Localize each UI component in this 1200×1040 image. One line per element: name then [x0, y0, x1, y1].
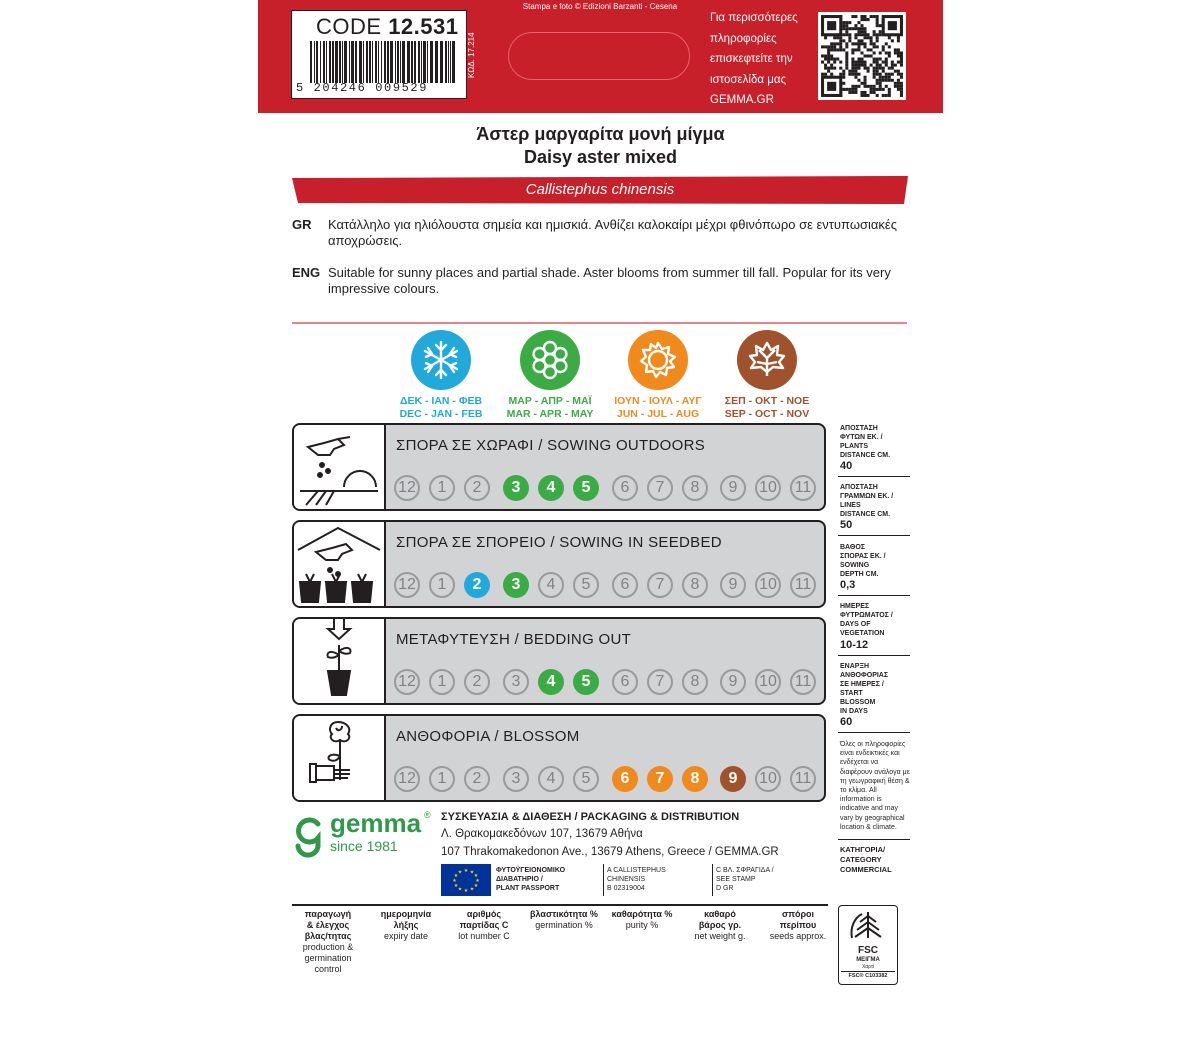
- season-label-summer: ΙΟΥΝ - ΙΟΥΛ - ΑΥΓ JUN - JUL - AUG: [614, 395, 702, 420]
- month-5: 5: [573, 475, 599, 501]
- qr-code[interactable]: [818, 12, 906, 100]
- sidebar-label: ΕΝΑΡΞΗ ΑΝΘΟΦΟΡΙΑΣ ΣΕ ΗΜΕΡΕΣ / START BLOSSOM IN DAYS: [840, 663, 889, 715]
- month-11: 11: [790, 475, 816, 501]
- month-3: 3: [503, 572, 529, 598]
- month-7: 7: [647, 669, 673, 695]
- code-label: CODE: [316, 14, 382, 39]
- month-8: 8: [682, 766, 708, 792]
- hang-hole: [508, 32, 690, 80]
- info-line: επισκεφτείτε την: [710, 53, 793, 65]
- svg-text:★: ★: [475, 878, 480, 884]
- month-7: 7: [647, 766, 673, 792]
- net-weight-cell: καθαρό βάρος γρ. net weight g.: [694, 909, 746, 941]
- divider: [292, 904, 828, 906]
- fsc-mix: ΜΕΙΓΜΑ: [856, 957, 880, 963]
- month-12: 12: [394, 475, 420, 501]
- description-gr: Κατάλληλο για ηλιόλουστα σημεία και ημισκιά. Ανθίζει καλοκαίρι μέχρι φθινόπωρο σε εντυπωσιακές αποχρώσεις.: [328, 217, 897, 248]
- divider: [838, 595, 910, 596]
- lines-distance-value: 50: [840, 519, 853, 531]
- disclaimer-note: Όλες οι πληροφορίες είναι ενδεικτικές και ενδέχεται να διαφέρουν ανάλογα με τη γεωγραφική θέση & το κλίμα. All information is indicative and may vary by geographical location & climate.: [840, 741, 910, 831]
- svg-text:★: ★: [457, 869, 463, 876]
- info-url[interactable]: GEMMA.GR: [710, 94, 774, 106]
- month-11: 11: [790, 669, 816, 695]
- lot-number-cell: αριθμός παρτίδας C lot number C: [458, 909, 510, 941]
- brand-since: since 1981: [330, 838, 398, 854]
- month-1: 1: [429, 669, 455, 695]
- calendar-row-sowing-outdoors: [292, 423, 826, 511]
- row-title: ΣΠΟΡΑ ΣΕ ΧΩΡΑΦΙ / SOWING OUTDOORS: [396, 437, 706, 454]
- season-label-autumn: ΣΕΠ - ΟΚΤ - ΝΟΕ SEP - OCT - NOV: [724, 395, 810, 420]
- month-4: 4: [538, 766, 564, 792]
- title-greek: Άστερ μαργαρίτα μονή μίγμα: [476, 124, 725, 144]
- sidebar-label: ΑΠΟΣΤΑΣΗ ΓΡΑΜΜΩΝ ΕΚ. / LINES DISTANCE CM.: [840, 484, 894, 518]
- calendar-row-blossom: [292, 714, 826, 802]
- lang-label-gr: GR: [292, 217, 312, 232]
- expiry-date-cell: ημερομηνία λήξης expiry date: [380, 909, 432, 941]
- svg-text:★: ★: [469, 869, 475, 876]
- address-greek: Λ. Θρακομακεδόνων 107, 13679 Αθήνα: [441, 828, 643, 840]
- month-9: 9: [720, 475, 746, 501]
- month-10: 10: [755, 572, 781, 598]
- divider: [838, 839, 910, 840]
- sun-icon: [628, 330, 688, 390]
- sidebar-label: ΒΑΘΟΣ ΣΠΟΡΑΣ ΕΚ. / SOWING DEPTH CM.: [840, 544, 886, 578]
- month-11: 11: [790, 572, 816, 598]
- gemma-logo-icon: [292, 814, 322, 858]
- month-3: 3: [503, 475, 529, 501]
- info-line: πληροφορίες: [710, 32, 777, 45]
- month-12: 12: [394, 669, 420, 695]
- flower-icon: [520, 330, 580, 390]
- divider: [292, 322, 907, 324]
- days-vegetation-value: 10-12: [840, 639, 869, 651]
- svg-text:★: ★: [469, 886, 475, 893]
- month-3: 3: [503, 766, 529, 792]
- lang-label-en: ENG: [292, 265, 321, 280]
- leaf-icon: [737, 330, 797, 390]
- sidebar-label: ΑΠΟΣΤΑΣΗ ΦΥΤΩΝ ΕΚ. / PLANTS DISTANCE CM.: [840, 425, 891, 459]
- kod-text: ΚΩΔ. 17.214: [467, 32, 476, 78]
- calendar-row-bedding-out: [292, 617, 826, 705]
- plants-distance-value: 40: [840, 460, 853, 472]
- plant-passport-ab: A CALLISTEPHUS CHINENSIS B 02319004: [607, 867, 666, 892]
- month-9: 9: [720, 669, 746, 695]
- month-1: 1: [429, 766, 455, 792]
- barcode-box: [291, 10, 467, 99]
- month-5: 5: [573, 669, 599, 695]
- month-9: 9: [720, 572, 746, 598]
- month-10: 10: [755, 766, 781, 792]
- fsc-code: FSC® C103382: [841, 971, 895, 980]
- season-label-winter: ΔΕΚ - ΙΑΝ - ΦΕΒ DEC - JAN - FEB: [399, 395, 483, 420]
- month-4: 4: [538, 475, 564, 501]
- month-7: 7: [647, 475, 673, 501]
- month-2: 2: [464, 766, 490, 792]
- fsc-tree-icon: [848, 910, 888, 940]
- barcode-digits: 5 204246 009529: [296, 81, 429, 95]
- month-10: 10: [755, 475, 781, 501]
- svg-text:★: ★: [457, 886, 463, 893]
- eu-flag-icon: [441, 864, 491, 896]
- row-title: ΑΝΘΟΦΟΡΙΑ / BLOSSOM: [396, 728, 580, 745]
- sowing-depth-value: 0,3: [840, 579, 856, 591]
- fsc-label: FSC: [858, 945, 878, 956]
- snowflake-icon: [411, 330, 471, 390]
- purity-cell: καθαρότητα % purity %: [611, 909, 673, 930]
- svg-text:★: ★: [453, 883, 459, 889]
- month-2: 2: [464, 475, 490, 501]
- month-4: 4: [538, 572, 564, 598]
- plant-passport-cd: C ΒΛ. ΣΦΡΑΓΙΔΑ / SEE STAMP D GR: [716, 867, 774, 892]
- production-control-cell: παραγωγή & έλεγχος βλας/τητας production & germination control: [302, 909, 354, 974]
- seeds-approx-cell: σπόροι περίπου seeds approx.: [769, 909, 827, 941]
- barcode: [310, 41, 458, 83]
- trademark: ®: [424, 810, 431, 820]
- info-line: ιστοσελίδα μας: [710, 73, 787, 86]
- month-11: 11: [790, 766, 816, 792]
- divider: [603, 864, 604, 896]
- product-code: [316, 14, 458, 40]
- row-title: ΣΠΟΡΑ ΣΕ ΣΠΟΡΕΙΟ / SOWING IN SEEDBED: [396, 534, 722, 551]
- month-8: 8: [682, 572, 708, 598]
- blossom-icon: [294, 716, 386, 800]
- month-6: 6: [612, 766, 638, 792]
- month-5: 5: [573, 766, 599, 792]
- month-12: 12: [394, 766, 420, 792]
- category-label: ΚΑΤΗΓΟΡΙΑ/ CATEGORY COMMERCIAL: [840, 845, 892, 874]
- svg-text:★: ★: [473, 873, 479, 879]
- month-6: 6: [612, 475, 638, 501]
- row-title: ΜΕΤΑΦΥΤΕΥΣΗ / BEDDING OUT: [396, 631, 632, 648]
- season-label-spring: ΜΑΡ - ΑΠΡ - ΜΑΪ MAR - APR - MAY: [506, 395, 594, 420]
- divider: [838, 535, 910, 536]
- address-english: 107 Thrakomakedonon Ave., 13679 Athens, Greece / GEMMA.GR: [441, 846, 779, 858]
- svg-text:★: ★: [453, 873, 459, 879]
- month-2: 2: [464, 572, 490, 598]
- sowing-seedbed-icon: [294, 522, 386, 606]
- fsc-sub: Χαρτί: [861, 964, 875, 970]
- latin-name: Callistephus chinensis: [525, 181, 675, 198]
- packaging-heading: ΣΥΣΚΕΥΑΣΙΑ & ΔΙΑΘΕΣΗ / PACKAGING & DISTRIBUTION: [441, 811, 740, 823]
- month-7: 7: [647, 572, 673, 598]
- month-5: 5: [573, 572, 599, 598]
- code-number: 12.531: [388, 14, 459, 39]
- fsc-badge: [838, 905, 898, 985]
- month-9: 9: [720, 766, 746, 792]
- description-en: Suitable for sunny places and partial shade. Aster blooms from summer till fall. Popular for its very impressive colours.: [328, 265, 891, 296]
- month-6: 6: [612, 669, 638, 695]
- divider: [838, 732, 910, 733]
- svg-text:★: ★: [463, 888, 469, 894]
- month-3: 3: [503, 669, 529, 695]
- month-10: 10: [755, 669, 781, 695]
- bedding-out-icon: [294, 619, 386, 703]
- brand-name: gemma: [330, 808, 422, 838]
- svg-text:★: ★: [452, 878, 457, 884]
- calendar-row-sowing-seedbed: [292, 520, 826, 608]
- month-8: 8: [682, 669, 708, 695]
- month-8: 8: [682, 475, 708, 501]
- germination-cell: βλαστικότητα % germination %: [530, 909, 598, 930]
- month-12: 12: [394, 572, 420, 598]
- month-4: 4: [538, 669, 564, 695]
- month-2: 2: [464, 669, 490, 695]
- month-1: 1: [429, 572, 455, 598]
- divider: [838, 476, 910, 477]
- title-english: Daisy aster mixed: [523, 147, 678, 167]
- print-credit: Stampa e foto © Edizioni Barzanti - Cesena: [522, 2, 678, 11]
- divider: [838, 655, 910, 656]
- sidebar-label: ΗΜΕΡΕΣ ΦΥΤΡΩΜΑΤΟΣ / DAYS OF VEGETATION: [840, 603, 893, 637]
- month-6: 6: [612, 572, 638, 598]
- start-blossom-value: 60: [840, 716, 853, 728]
- info-text: [710, 8, 820, 111]
- svg-text:★: ★: [463, 868, 469, 874]
- info-line: Για περισσότερες: [710, 12, 798, 24]
- month-1: 1: [429, 475, 455, 501]
- svg-text:★: ★: [473, 883, 479, 889]
- sowing-outdoors-icon: [294, 425, 386, 509]
- divider: [712, 864, 713, 896]
- plant-passport-label: ΦΥΤΟΫΓΕΙΟΝΟΜΙΚΟ ΔΙΑΒΑΤΗΡΙΟ / PLANT PASSPORT: [496, 867, 566, 892]
